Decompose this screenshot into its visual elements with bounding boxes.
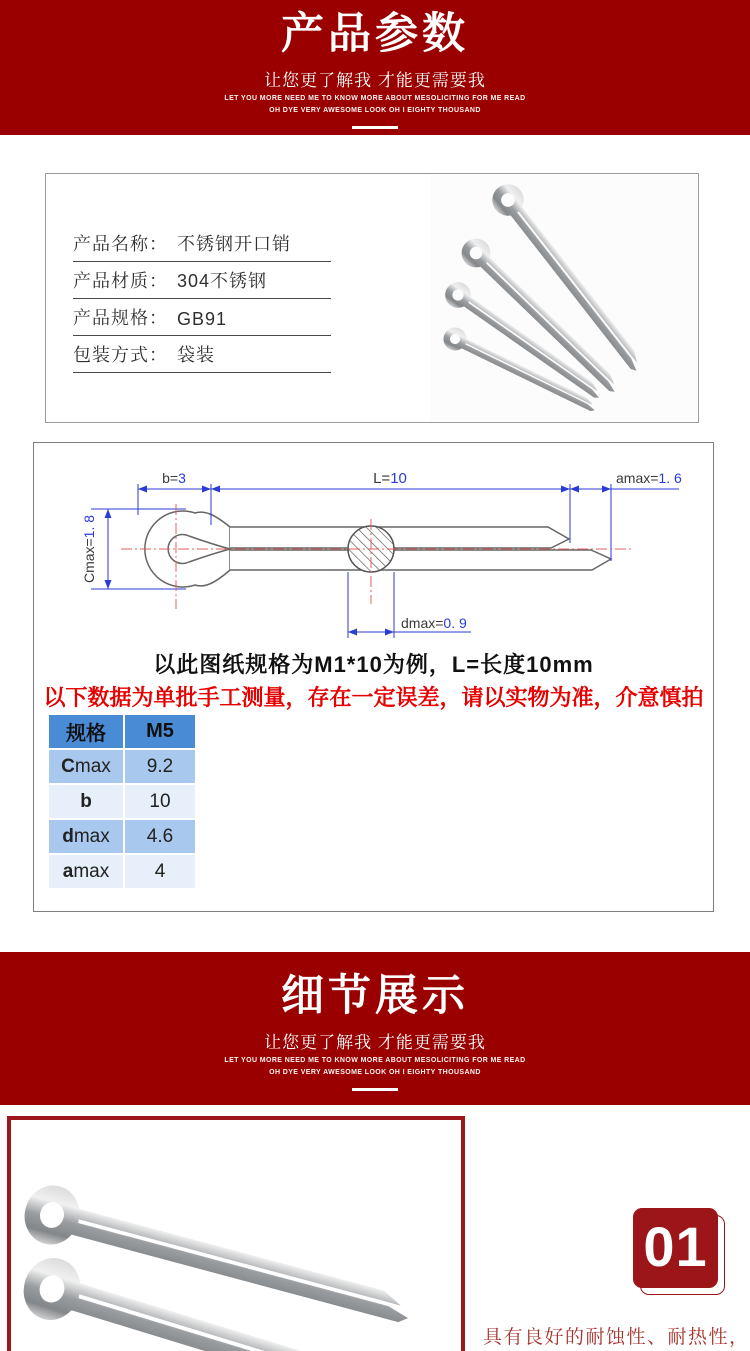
product-row-label: 产品名称： [73,234,168,254]
product-row-value: GB91 [177,309,228,329]
section-banner-parameters [0,0,750,135]
spec-row-value: 10 [125,785,195,818]
spec-label-rest: max [73,860,110,882]
product-row-value: 304不锈钢 [177,271,268,291]
product-row-label: 包装方式： [73,345,168,365]
dim-label-dmax: dmax=0. 9 [401,615,467,631]
spec-label-bold: b [80,790,92,812]
product-row-name [73,225,331,262]
product-row-label: 产品规格： [73,308,168,328]
product-row-packaging [73,336,331,373]
banner-subtitle: 让您更了解我 才能更需要我 [264,1033,486,1052]
banner-tagline-line2: OH DYE VERY AWESOME LOOK OH I EIGHTY THOUSAND [269,107,481,114]
cotter-pins-photo [431,175,697,421]
dim-label-L: L=10 [373,470,407,487]
detail-photo-frame [7,1116,465,1351]
spec-row-label [49,785,123,818]
spec-label-bold: C [61,755,75,777]
measurement-warning: 以下数据为单批手工测量，存在一定误差，请以实物为准，介意慎拍 [43,685,704,710]
banner-title: 细节展示 [281,972,469,1020]
spec-label-rest: max [73,825,110,847]
drawing-caption: 以此图纸规格为M1*10为例，L=长度10mm [153,652,594,677]
product-row-material [73,262,331,299]
spec-row-value: 9.2 [125,750,195,783]
banner-underline-bar [352,1088,398,1091]
spec-label-bold: a [62,860,74,882]
spec-row-label [49,750,123,783]
spec-table [49,715,195,888]
dim-label-b: b=3 [162,470,186,486]
product-row-label: 产品材质： [73,271,168,291]
technical-drawing-card [33,442,714,912]
banner-tagline-line1: LET YOU MORE NEED ME TO KNOW MORE ABOUT MESOLICITING FOR ME READ [224,95,526,102]
cotter-pin-dimension-drawing [34,443,715,653]
spec-header-col1: 规格 [49,715,123,748]
banner-subtitle: 让您更了解我 才能更需要我 [264,71,486,90]
dim-label-amax: amax=1. 6 [616,470,682,486]
banner-tagline-line1: LET YOU MORE NEED ME TO KNOW MORE ABOUT MESOLICITING FOR ME READ [224,1057,526,1064]
product-info-rows [73,225,331,373]
product-photo [431,175,697,421]
product-row-value: 袋装 [177,345,215,365]
section-banner-details [0,952,750,1105]
banner-tagline-line2: OH DYE VERY AWESOME LOOK OH I EIGHTY THOUSAND [269,1069,481,1076]
number-badge: 01 [633,1208,718,1288]
product-row-value: 不锈钢开口销 [177,234,291,254]
spec-label-bold: d [62,825,74,847]
banner-title: 产品参数 [281,10,469,58]
banner-underline-bar [352,126,398,129]
spec-row-value: 4.6 [125,820,195,853]
spec-row-label [49,855,123,888]
product-info-card [45,173,699,423]
detail-photo-closeup [11,1120,461,1351]
spec-row-label [49,820,123,853]
spec-row-value: 4 [125,855,195,888]
spec-header-col2: M5 [125,715,195,748]
dim-label-cmax: Cmax=1. 8 [81,514,97,584]
spec-label-rest: max [74,755,111,777]
product-row-spec [73,299,331,336]
feature-text: 具有良好的耐蚀性、耐热性， [483,1327,750,1348]
